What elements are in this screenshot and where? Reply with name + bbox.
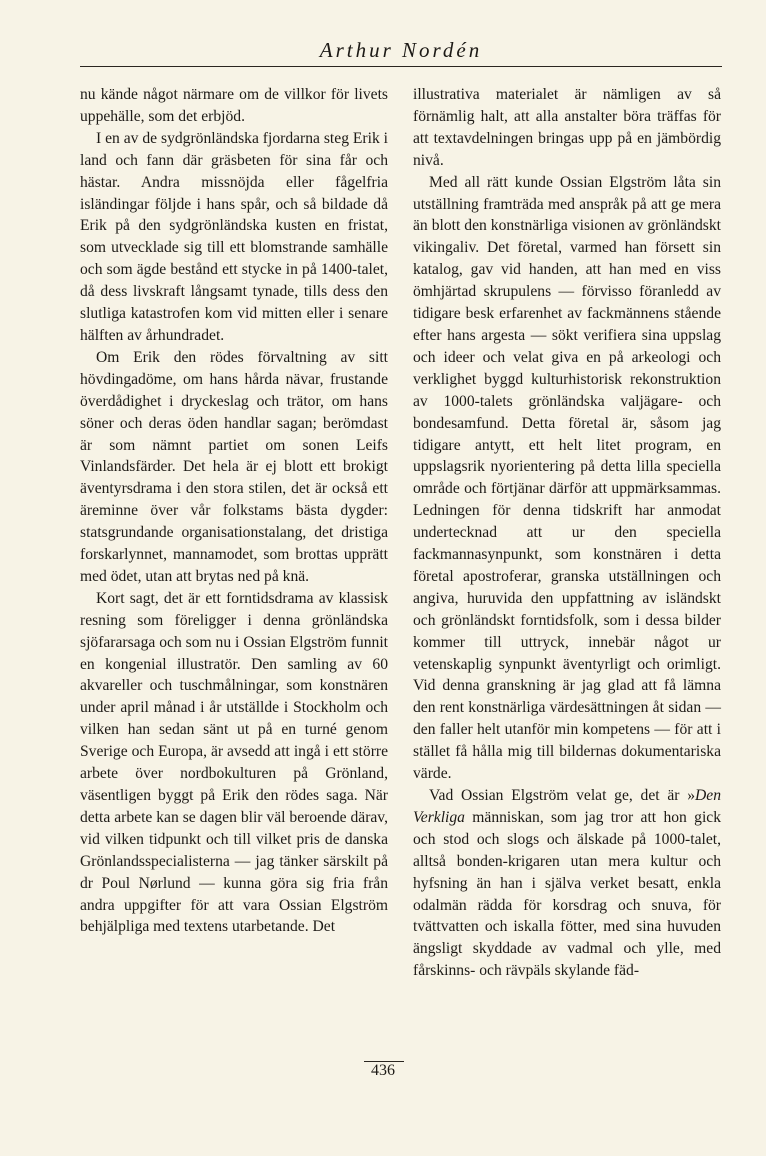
paragraph: Kort sagt, det är ett forntidsdrama av klassisk resning som föreligger i denna grönländska sjöfararsaga och som nu i Ossian Elgström funnit en kongenial illustratör. Den samling av 60 akvareller och tuschmålningar, som konstnären under april månad i år utställde i Stockholm och vilken han sedan sänt ut på en turné genom Sverige och Europa, är avsedd att ingå i ett större arbete över nordbokulturen på Grönland, väsentligen byggt på Erik den rödes saga. När detta arbete kan se dagen blir väl beroende därav, vid vilken tidpunkt och till vilket pris de danska Grönlandsspecialisterna — jag tänker särskilt på dr Poul Nørlund — kunna göra sig fria från andra uppgifter för att vara Ossian Elgström behjälpliga med textens utarbetande. Det: [80, 589, 388, 936]
right-column: [413, 84, 721, 982]
header-rule: [80, 66, 722, 67]
paragraph: illustrativa materialet är nämligen av så förnämlig halt, att alla anstalter böra träffas för att textavdelningen bringas upp på en jämbördig nivå.: [413, 86, 721, 169]
running-header: Arthur Nordén: [319, 38, 483, 62]
paragraph: Med all rätt kunde Ossian Elgström låta sin utställning framträda med anspråk på att ge mera än blott den konstnärliga visionen av grönländskt vikingaliv. Det företal, varmed han försett sin katalog, gav vid handen, att han med en viss ömhjärtad skrupulens — förvisso föranledd av tidigare besk erfarenhet av fackmännens stående efter hans argesta — sökt verifiera sina uppslag och ideer och velat giva en på arkeologi och verklighet byggd kulturhistorisk rekonstruktion av 1000-talets grönländska valjägare- och bondesamfund. Detta företal är, såsom jag tidigare antytt, ett helt litet program, en uppslagsrik nyorientering på detta lilla speciella område och förtjänar därför att uppmärksammas. Ledningen för denna tidskrift har anmodat undertecknad att ur den speciella fackmannasynpunkt, som konstnären i detta företal apostroferar, granska utställningen och angiva, huruvida den uppfattning av isländskt och grönländskt forntidsfolk, som i dessa bilder kommer till uttryck, innebär något ur vetenskaplig synpunkt äventyrligt och orimligt. Vid denna granskning är jag glad att få lämna den rent konstnärliga värdesättningen åt sidan — den faller helt utanför min kompetens — för att i stället få hålla mig till bildernas dokumentariska värde.: [413, 173, 721, 783]
paragraph: I en av de sydgrönländska fjordarna steg Erik i land och fann där gräsbeten för sina får och hästar. Andra missnöjda eller fågelfria isländingar följde i hans spår, och så bildade då Erik på den sydgrönländska kusten en fristat, som utvecklade sig till ett blomstrande samhälle och som ägde bestånd ett stycke in på 1400-talet, då dess livskraft långsamt tynade, tills dess den slutliga katastrofen kom vid mitten eller i senare hälften av århundradet.: [80, 129, 388, 344]
page-number: 436: [371, 1062, 395, 1079]
emphasis-text: Den Verkliga: [413, 787, 721, 826]
paragraph: Om Erik den rödes förvaltning av sitt hövdingadöme, om hans hårda nävar, frustande överdådighet i dryckeslag och trätor, om hans söner och deras öden handlar sagan; berömdast är som nämnt partiet om sonen Leifs Vinlandsfärder. Det hela är ej blott ett brokigt äventyrsdrama i den stora stilen, det är också ett äreminne över vår folkstams bästa dygder: statsgrundande organisationstalang, det dristiga forskarlynnet, mannamodet, som brottas upprätt med ödet, utan att brytas ned på knä.: [80, 348, 388, 585]
paragraph-text: människan, som jag tror att hon gick och stod och slogs och älskade på 1000-talet, alltså bonden-krigaren utan mera kultur och hyfsning än han i själva verket besatt, enkla odalmän rädda för korsdrag och snuva, för tvättvatten och iskalla fötter, med sina huvuden ängsligt skyddade av vadmal och ylle, med fårskinns- och rävpäls skylande fäd-: [413, 808, 721, 980]
paragraph: [413, 785, 721, 982]
paragraph: nu kände något närmare om de villkor för livets uppehälle, som det erbjöd.: [80, 86, 388, 125]
left-column: [80, 84, 388, 938]
paragraph-text: Vad Ossian Elgström velat ge, det är »: [429, 787, 696, 804]
